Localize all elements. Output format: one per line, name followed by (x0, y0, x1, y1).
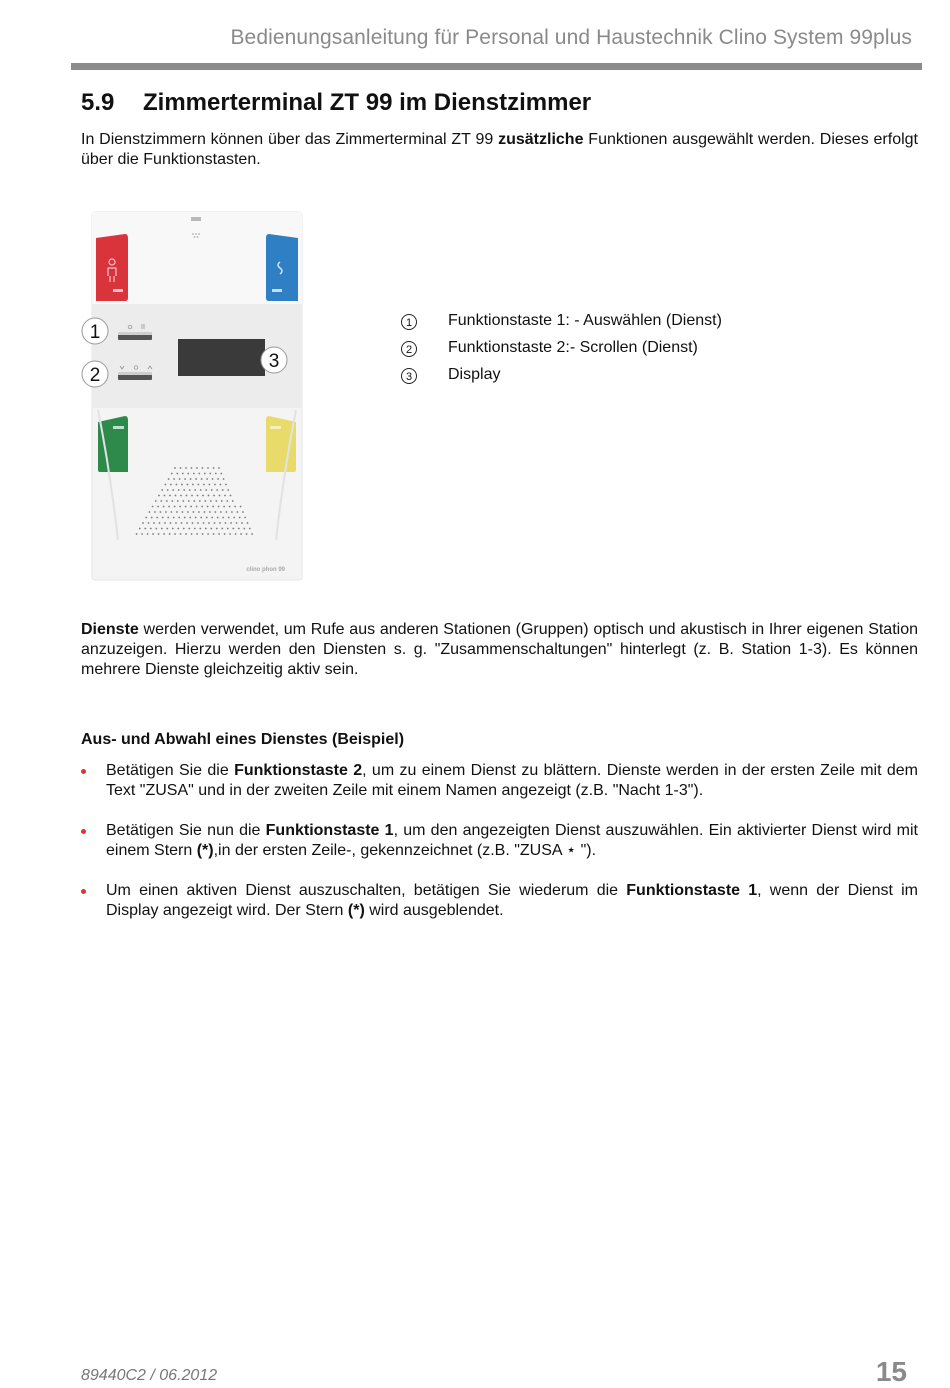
speaker-hole (175, 522, 177, 524)
intro-text-start: In Dienstzimmern können über das Zimmerterminal ZT 99 (81, 131, 499, 148)
speaker-hole (221, 500, 223, 502)
speaker-hole (202, 533, 204, 535)
speaker-hole (216, 528, 218, 530)
speaker-hole (237, 511, 239, 513)
step-3-text-middle: , wenn der Dienst im Display angezeigt wird. Der Stern (106, 882, 918, 919)
speaker-hole (171, 511, 173, 513)
speaker-hole (217, 517, 219, 519)
step-2-text-start: Betätigen Sie nun die (106, 822, 266, 839)
speaker-hole (204, 500, 206, 502)
speaker-hole (225, 484, 227, 486)
section-title: Zimmerterminal ZT 99 im Dienstzimmer (143, 89, 592, 116)
green-key-label (113, 426, 124, 429)
speaker-hole (201, 506, 203, 508)
legend-text-1: Funktionstaste 1: - Auswählen (Dienst) (448, 312, 722, 329)
speaker-hole (202, 467, 204, 469)
speaker-hole (214, 484, 216, 486)
step-2-bold: Funktionstaste 1 (265, 822, 394, 839)
speaker-hole (161, 489, 163, 491)
speaker-hole (188, 500, 190, 502)
speaker-hole (197, 495, 199, 497)
speaker-hole (152, 533, 154, 535)
speaker-hole (157, 506, 159, 508)
speaker-hole (198, 511, 200, 513)
speaker-hole (197, 522, 199, 524)
step-2-bold-star: (*) (196, 842, 214, 859)
speaker-hole (187, 484, 189, 486)
callout-2 (82, 361, 108, 387)
speaker-hole (183, 528, 185, 530)
speaker-hole (181, 484, 183, 486)
speaker-hole (244, 517, 246, 519)
speaker-hole (177, 528, 179, 530)
speaker-hole (172, 489, 174, 491)
speaker-hole (214, 522, 216, 524)
legend-marker-3: 3 (401, 368, 417, 384)
speaker-hole (186, 495, 188, 497)
speaker-hole (204, 473, 206, 475)
speaker-hole (227, 489, 229, 491)
speaker-hole (175, 495, 177, 497)
speaker-hole (191, 533, 193, 535)
speaker-hole (211, 517, 213, 519)
speaker-hole (167, 517, 169, 519)
speaker-hole (207, 533, 209, 535)
speaker-hole (170, 484, 172, 486)
speaker-hole (171, 500, 173, 502)
speaker-hole (187, 511, 189, 513)
speaker-hole (247, 522, 249, 524)
speaker-hole (189, 517, 191, 519)
speaker-hole (240, 506, 242, 508)
section-number: 5.9 (81, 89, 115, 116)
speaker-hole (215, 511, 217, 513)
speaker-hole (145, 517, 147, 519)
speaker-hole (222, 517, 224, 519)
speaker-hole (194, 489, 196, 491)
speaker-hole (193, 500, 195, 502)
speaker-hole (139, 528, 141, 530)
speaker-hole (149, 511, 151, 513)
speaker-hole (251, 533, 253, 535)
speaker-hole (173, 517, 175, 519)
speaker-hole (168, 506, 170, 508)
document-header-title: Bedienungsanleitung für Personal und Haustechnik Clino System 99plus (230, 26, 912, 49)
speaker-hole (204, 511, 206, 513)
step-1-bold: Funktionstaste 2 (234, 762, 363, 779)
speaker-hole (213, 533, 215, 535)
speaker-hole (200, 489, 202, 491)
speaker-hole (230, 495, 232, 497)
speaker-hole (226, 511, 228, 513)
speaker-hole (220, 484, 222, 486)
speaker-hole (174, 506, 176, 508)
speaker-hole (160, 511, 162, 513)
speaker-hole (243, 528, 245, 530)
speaker-hole (249, 528, 251, 530)
speaker-hole (229, 506, 231, 508)
speaker-hole (184, 478, 186, 480)
speaker-hole (210, 500, 212, 502)
legend-text-3: Display (448, 366, 501, 383)
speaker-hole (199, 500, 201, 502)
legend-marker-2: 2 (401, 341, 417, 357)
speaker-hole (187, 473, 189, 475)
procedure-heading: Aus- und Abwahl eines Dienstes (Beispiel) (81, 731, 405, 748)
speaker-hole (207, 467, 209, 469)
speaker-hole (169, 533, 171, 535)
speaker-hole (198, 484, 200, 486)
speaker-hole (181, 522, 183, 524)
speaker-hole (193, 511, 195, 513)
speaker-hole (165, 484, 167, 486)
speaker-hole (205, 528, 207, 530)
speaker-hole (206, 478, 208, 480)
speaker-hole (182, 473, 184, 475)
step-3-text-start: Um einen aktiven Dienst auszuschalten, betätigen Sie wiederum die (106, 882, 627, 899)
callout-2-label: 2 (89, 365, 101, 386)
speaker-hole (238, 528, 240, 530)
speaker-hole (207, 506, 209, 508)
speaker-hole (213, 467, 215, 469)
speaker-hole (231, 511, 233, 513)
speaker-hole (161, 528, 163, 530)
speaker-hole (203, 522, 205, 524)
legend-text-2: Funktionstaste 2:- Scrollen (Dienst) (448, 339, 698, 356)
speaker-hole (195, 517, 197, 519)
bullet-dot (81, 769, 86, 774)
speaker-hole (165, 511, 167, 513)
speaker-hole (171, 473, 173, 475)
speaker-hole (185, 506, 187, 508)
led-indicator (191, 217, 201, 221)
speaker-hole (158, 533, 160, 535)
speaker-hole (222, 489, 224, 491)
speaker-hole (183, 489, 185, 491)
step-3-text-end: wird ausgeblendet. (364, 902, 504, 919)
step-2-text-middle: , um den angezeigten Dienst auszuwählen. Ein aktivierter Dienst wird mit einem Stern (106, 822, 918, 859)
speaker-hole (236, 522, 238, 524)
speaker-hole (215, 473, 217, 475)
speaker-hole (211, 489, 213, 491)
speaker-hole (219, 522, 221, 524)
speaker-hole (152, 506, 154, 508)
speaker-hole (136, 533, 138, 535)
legend-marker-1: 1 (401, 314, 417, 330)
speaker-hole (148, 522, 150, 524)
speaker-hole (166, 528, 168, 530)
speaker-hole (142, 522, 144, 524)
speaker-hole (218, 506, 220, 508)
speaker-hole (172, 528, 174, 530)
speaker-hole (169, 495, 171, 497)
speaker-hole (176, 473, 178, 475)
intro-text-end: Funktionen ausgewählt werden. Dieses erfolgt über die Funktionstasten. (81, 131, 918, 168)
speaker-hole (213, 495, 215, 497)
speaker-hole (220, 473, 222, 475)
speaker-hole (190, 506, 192, 508)
speaker-hole (203, 484, 205, 486)
speaker-hole (201, 478, 203, 480)
speaker-hole (228, 517, 230, 519)
speaker-hole (176, 484, 178, 486)
speaker-hole (192, 522, 194, 524)
speaker-hole (192, 484, 194, 486)
step-1-text-start: Betätigen Sie die (106, 762, 235, 779)
speaker-hole (208, 522, 210, 524)
speaker-hole (195, 478, 197, 480)
speaker-hole (189, 489, 191, 491)
speaker-hole (178, 489, 180, 491)
speaker-hole (229, 533, 231, 535)
header-divider (71, 63, 922, 70)
callout-3 (261, 347, 287, 373)
speaker-hole (182, 500, 184, 502)
yellow-key-label (270, 426, 281, 429)
intro-bold-word: zusätzliche (498, 131, 584, 148)
step-2-text-end: ,in der ersten Zeile-, gekennzeichnet (z.B. "ZUSA ⋆ "). (213, 842, 597, 859)
speaker-hole (198, 473, 200, 475)
speaker-hole (180, 495, 182, 497)
speaker-hole (182, 511, 184, 513)
section-heading (81, 89, 591, 117)
speaker-hole (232, 528, 234, 530)
callout-1 (82, 318, 108, 344)
speaker-hole (199, 528, 201, 530)
procedure-step-3 (106, 881, 918, 921)
speaker-hole (230, 522, 232, 524)
speaker-hole (179, 478, 181, 480)
callout-3-label: 3 (268, 351, 280, 372)
speaker-hole (153, 522, 155, 524)
speaker-hole (190, 478, 192, 480)
speaker-hole (225, 522, 227, 524)
speaker-hole (151, 517, 153, 519)
blue-key-label (272, 289, 282, 292)
speaker-hole (208, 495, 210, 497)
speaker-hole (156, 517, 158, 519)
yellow-key (266, 416, 296, 472)
speaker-hole (212, 478, 214, 480)
document-id: 89440C2 / 06.2012 (81, 1367, 218, 1384)
speaker-hole (188, 528, 190, 530)
services-paragraph (81, 620, 918, 680)
speaker-hole (163, 533, 165, 535)
speaker-hole (202, 495, 204, 497)
speaker-hole (217, 478, 219, 480)
speaker-hole (163, 506, 165, 508)
brand-label: clino phon 99 (246, 567, 285, 573)
speaker-hole (196, 533, 198, 535)
services-bold-term: Dienste (81, 621, 139, 638)
speaker-hole (166, 500, 168, 502)
speaker-hole (209, 484, 211, 486)
step-1-text-end: , um zu einem Dienst zu blättern. Dienste werden in der ersten Zeile mit dem Text "ZUSA" und in der zweiten Zeile mit einem Namen angezeigt (z.B. "Nacht 1-3"). (106, 762, 918, 799)
speaker-hole (174, 467, 176, 469)
speaker-hole (176, 511, 178, 513)
speaker-hole (239, 517, 241, 519)
speaker-hole (150, 528, 152, 530)
speaker-hole (226, 500, 228, 502)
green-key (98, 416, 128, 472)
step-3-bold: Funktionstaste 1 (626, 882, 758, 899)
speaker-hole (155, 500, 157, 502)
bullet-dot (81, 889, 86, 894)
procedure-step-2 (106, 821, 918, 861)
display-screen (178, 339, 265, 376)
speaker-hole (212, 506, 214, 508)
speaker-hole (173, 478, 175, 480)
speaker-hole (141, 533, 143, 535)
speaker-hole (223, 506, 225, 508)
speaker-hole (144, 528, 146, 530)
bullet-dot (81, 829, 86, 834)
speaker-hole (227, 528, 229, 530)
speaker-hole (177, 500, 179, 502)
speaker-hole (216, 489, 218, 491)
speaker-hole (219, 495, 221, 497)
speaker-hole (196, 506, 198, 508)
speaker-hole (218, 533, 220, 535)
speaker-hole (232, 500, 234, 502)
speaker-hole (185, 467, 187, 469)
speaker-hole (170, 522, 172, 524)
speaker-hole (167, 489, 169, 491)
step-3-bold-star: (*) (347, 902, 365, 919)
speaker-hole (235, 533, 237, 535)
speaker-hole (164, 495, 166, 497)
speaker-hole (186, 522, 188, 524)
speaker-hole (162, 517, 164, 519)
speaker-hole (193, 473, 195, 475)
speaker-hole (224, 495, 226, 497)
speaker-hole (184, 517, 186, 519)
services-text: werden verwendet, um Rufe aus anderen Stationen (Gruppen) optisch und akustisch in Ihrer eigenen Station anzuzeigen. Hierzu werden den Diensten s. g. "Zusammenschaltungen" hinterlegt (z. B. Station 1-3). Es können mehrere Dienste gleichzeitig aktiv sein. (81, 621, 918, 678)
speaker-hole (223, 478, 225, 480)
speaker-hole (164, 522, 166, 524)
speaker-hole (179, 506, 181, 508)
speaker-hole (205, 489, 207, 491)
speaker-hole (194, 528, 196, 530)
speaker-hole (209, 511, 211, 513)
speaker-hole (160, 500, 162, 502)
speaker-hole (224, 533, 226, 535)
speaker-hole (159, 522, 161, 524)
speaker-hole (233, 517, 235, 519)
speaker-hole (174, 533, 176, 535)
speaker-hole (210, 528, 212, 530)
speaker-hole (147, 533, 149, 535)
speaker-hole (206, 517, 208, 519)
speaker-hole (178, 517, 180, 519)
room-terminal-illustration (80, 210, 305, 582)
red-key-label (113, 289, 123, 292)
page-number: 15 (875, 1356, 907, 1387)
speaker-hole (242, 511, 244, 513)
speaker-hole (154, 511, 156, 513)
speaker-hole (241, 522, 243, 524)
speaker-hole (234, 506, 236, 508)
speaker-hole (155, 528, 157, 530)
speaker-hole (168, 478, 170, 480)
procedure-step-1 (106, 761, 918, 801)
speaker-hole (240, 533, 242, 535)
speaker-hole (209, 473, 211, 475)
speaker-hole (200, 517, 202, 519)
speaker-hole (180, 533, 182, 535)
speaker-hole (158, 495, 160, 497)
speaker-hole (218, 467, 220, 469)
speaker-hole (191, 467, 193, 469)
speaker-hole (246, 533, 248, 535)
speaker-hole (185, 533, 187, 535)
speaker-hole (221, 528, 223, 530)
speaker-hole (180, 467, 182, 469)
callout-1-label: 1 (89, 322, 101, 343)
speaker-hole (196, 467, 198, 469)
speaker-hole (191, 495, 193, 497)
speaker-hole (220, 511, 222, 513)
intro-paragraph (81, 130, 918, 170)
speaker-hole (215, 500, 217, 502)
